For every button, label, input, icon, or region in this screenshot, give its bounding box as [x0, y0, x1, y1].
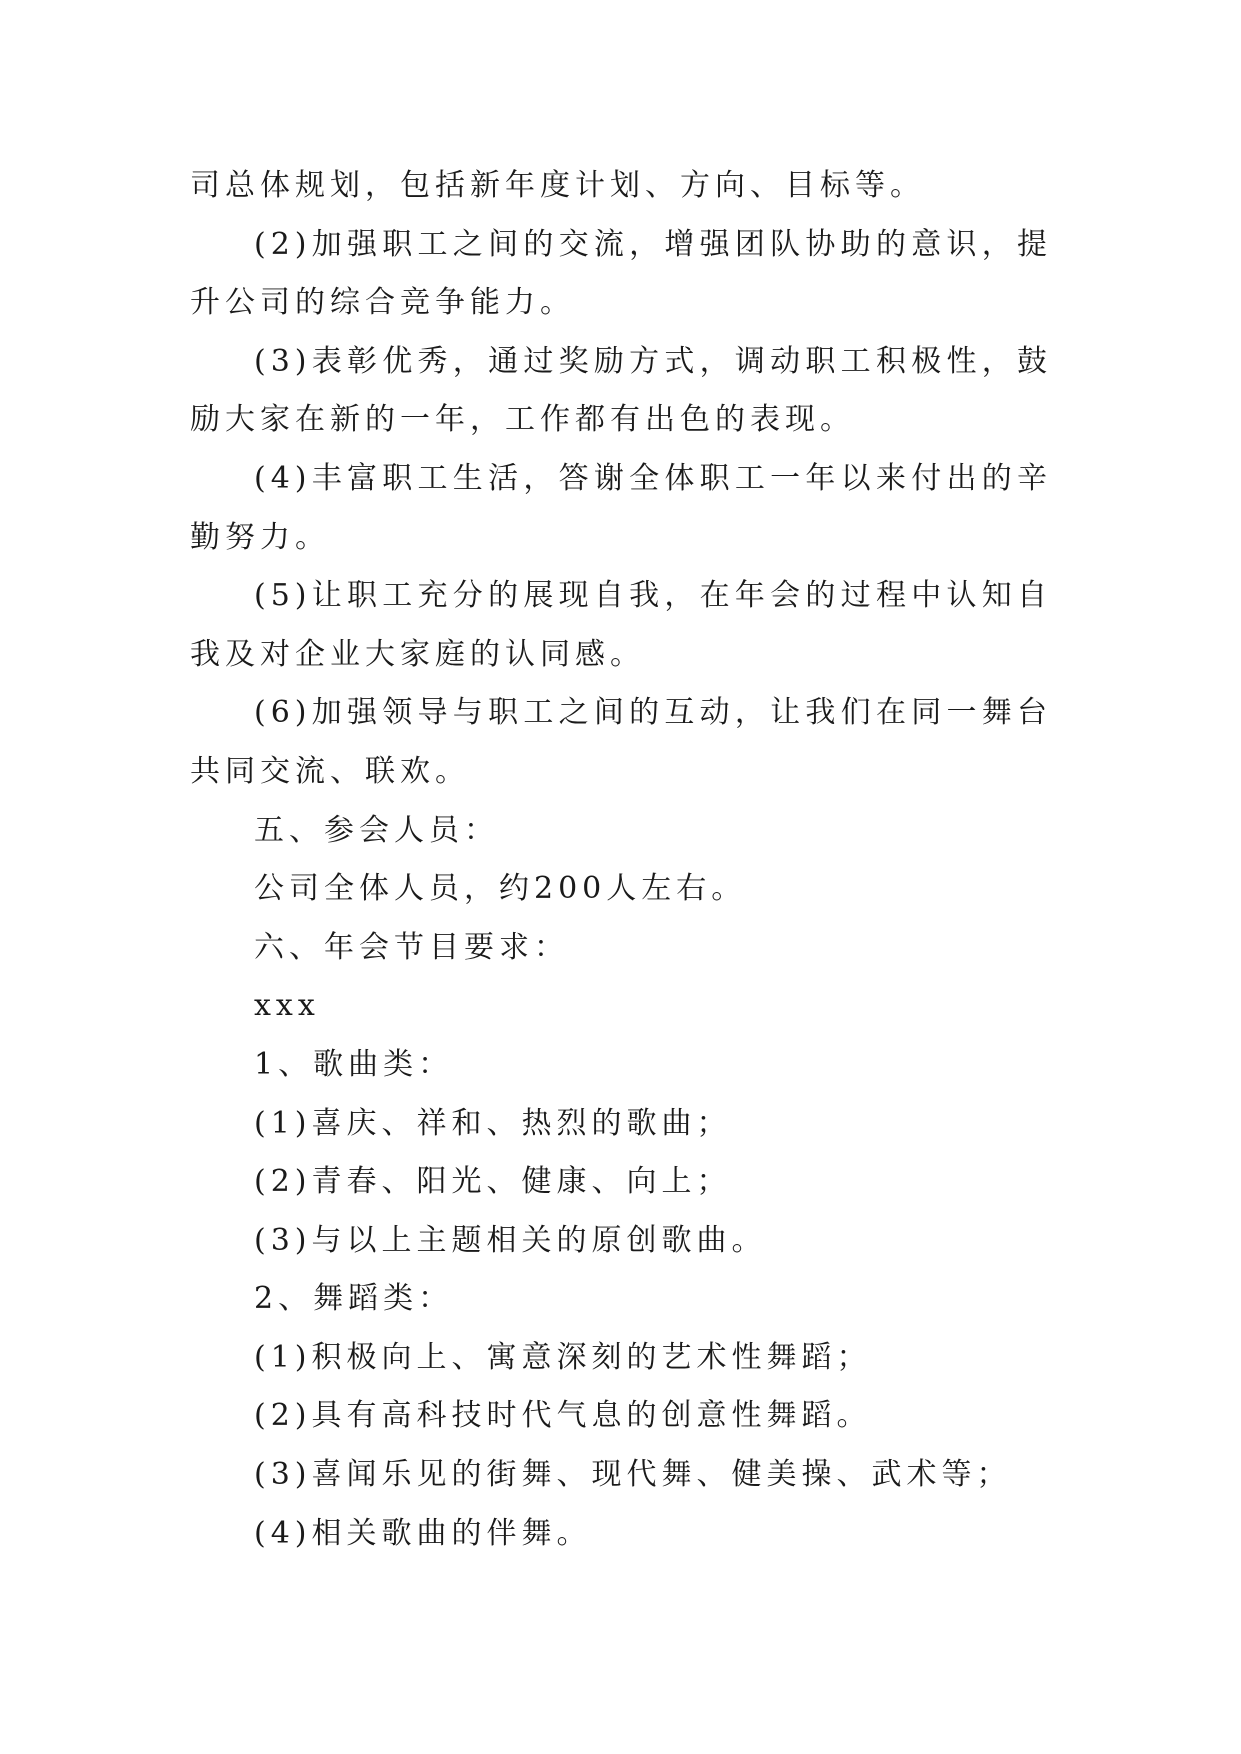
- list-item-dance-3: (3)喜闻乐见的街舞、现代舞、健美操、武术等；: [254, 1457, 1012, 1493]
- document-body: [190, 157, 1052, 1563]
- list-item-song-1: (1)喜庆、祥和、热烈的歌曲；: [254, 1105, 732, 1141]
- section-heading-attendees: 五、参会人员：: [254, 812, 499, 848]
- list-item-song-2: (2)青春、阳光、健康、向上；: [254, 1164, 732, 1200]
- paragraph-goal-5: (5)让职工充分的展现自我，在年会的过程中认知自我及对企业大家庭的认同感。: [190, 578, 1052, 672]
- list-item-song-3: (3)与以上主题相关的原创歌曲。: [254, 1222, 767, 1258]
- subheading-dance: 2、舞蹈类：: [254, 1281, 454, 1317]
- paragraph-goal-4: (4)丰富职工生活，答谢全体职工一年以来付出的辛勤努力。: [190, 460, 1052, 555]
- paragraph-goal-2: (2)加强职工之间的交流，增强团队协助的意识，提升公司的综合竞争能力。: [190, 226, 1052, 321]
- list-item-dance-2: (2)具有高科技时代气息的创意性舞蹈。: [254, 1398, 872, 1434]
- paragraph-goal-3: (3)表彰优秀，通过奖励方式，调动职工积极性，鼓励大家在新的一年，工作都有出色的表现。: [190, 343, 1052, 438]
- list-item-dance-4: (4)相关歌曲的伴舞。: [254, 1515, 592, 1551]
- paragraph-placeholder: xxx: [254, 988, 320, 1024]
- subheading-songs: 1、歌曲类：: [254, 1046, 454, 1082]
- list-item-dance-1: (1)积极向上、寓意深刻的艺术性舞蹈；: [254, 1339, 872, 1375]
- paragraph-goal-6: (6)加强领导与职工之间的互动，让我们在同一舞台共同交流、联欢。: [190, 695, 1052, 789]
- section-heading-program-requirements: 六、年会节目要求：: [254, 929, 569, 965]
- paragraph-attendees: 公司全体人员，约200人左右。: [254, 871, 747, 907]
- paragraph-intro-continuation: 司总体规划，包括新年度计划、方向、目标等。: [190, 168, 925, 203]
